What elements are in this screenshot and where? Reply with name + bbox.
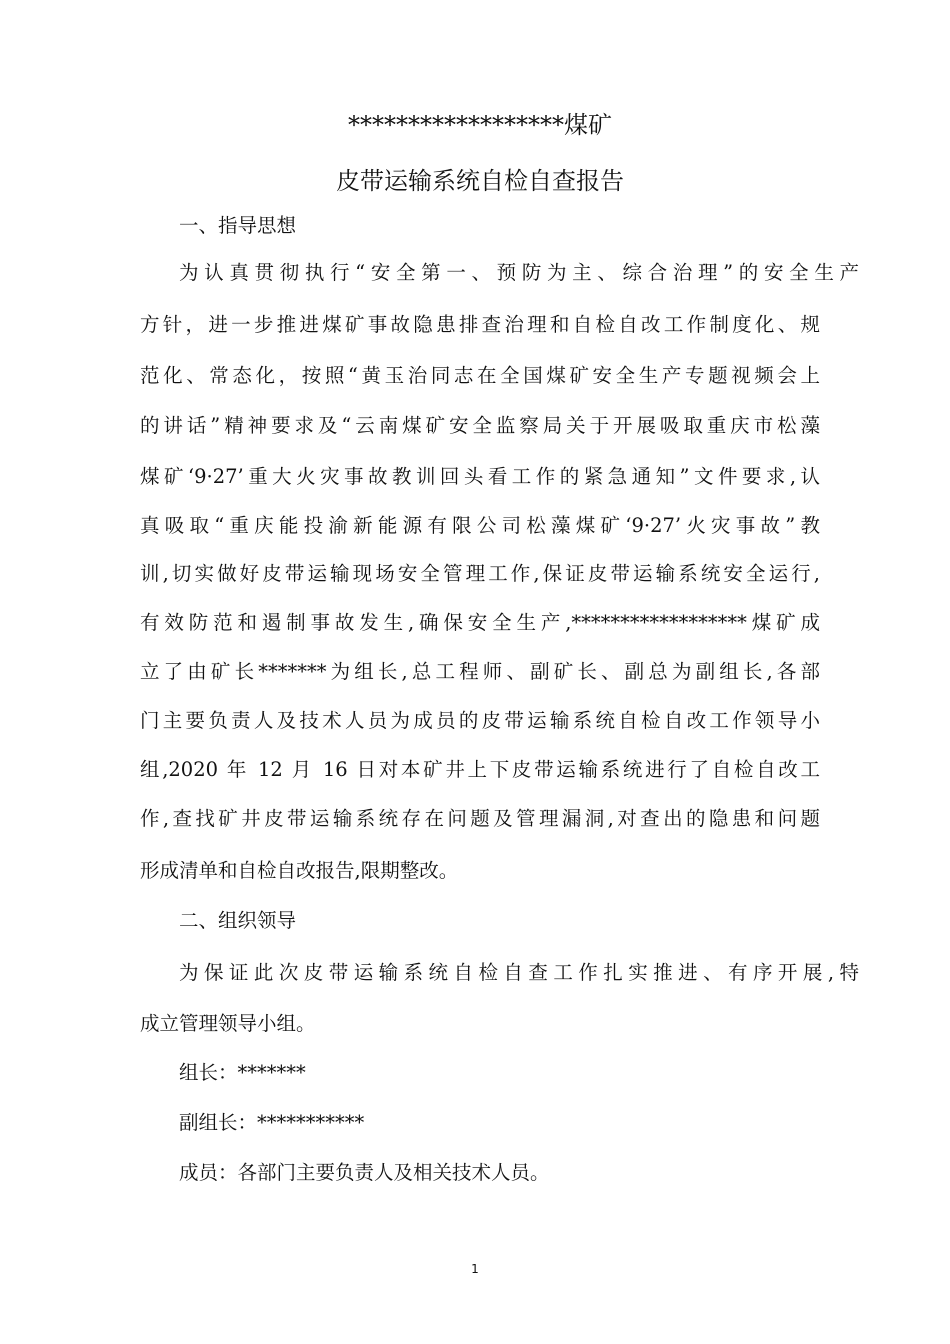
paragraph-line: 真吸取“重庆能投渝新能源有限公司松藻煤矿‘9·27’火灾事故”教 [140, 514, 820, 537]
paragraph-line: 立了由矿长*******为组长,总工程师、副矿长、副总为副组长,各部 [140, 660, 820, 683]
document-title-report: 皮带运输系统自检自查报告 [336, 167, 624, 195]
paragraph-line: 作,查找矿井皮带运输系统存在问题及管理漏洞,对查出的隐患和问题 [140, 807, 820, 830]
paragraph-line: 为认真贯彻执行“安全第一、预防为主、综合治理”的安全生产 [179, 261, 859, 284]
page-number: 1 [471, 1262, 479, 1276]
leader-line: 组长：******* [179, 1061, 306, 1084]
paragraph-line: 成立管理领导小组。 [140, 1012, 316, 1035]
paragraph-line: 的讲话”精神要求及“云南煤矿安全监察局关于开展吸取重庆市松藻 [140, 414, 820, 437]
paragraph-line: 范化、常态化，按照“黄玉治同志在全国煤矿安全生产专题视频会上 [140, 364, 820, 387]
paragraph-line: 训,切实做好皮带运输现场安全管理工作,保证皮带运输系统安全运行, [140, 562, 820, 585]
section-heading-organization: 二、组织领导 [179, 909, 297, 932]
paragraph-line: 组,2020 年 12 月 16 日对本矿井上下皮带运输系统进行了自检自改工 [140, 758, 820, 781]
members-line: 成员：各部门主要负责人及相关技术人员。 [179, 1161, 550, 1184]
paragraph-line: 形成清单和自检自改报告,限期整改。 [140, 859, 459, 882]
paragraph-line: 煤矿‘9·27’重大火灾事故教训回头看工作的紧急通知”文件要求,认 [140, 465, 820, 488]
deputy-leader-line: 副组长：*********** [179, 1111, 365, 1134]
document-title-mine: ******************煤矿 [348, 111, 612, 139]
paragraph-line: 门主要负责人及技术人员为成员的皮带运输系统自检自改工作领导小 [140, 709, 820, 732]
paragraph-line: 有效防范和遏制事故发生,确保安全生产,******************煤矿成 [140, 611, 820, 634]
section-heading-guiding-ideology: 一、指导思想 [179, 214, 297, 237]
paragraph-line: 为保证此次皮带运输系统自检自查工作扎实推进、有序开展,特 [179, 961, 859, 984]
paragraph-line: 方针，进一步推进煤矿事故隐患排查治理和自检自改工作制度化、规 [140, 313, 820, 336]
